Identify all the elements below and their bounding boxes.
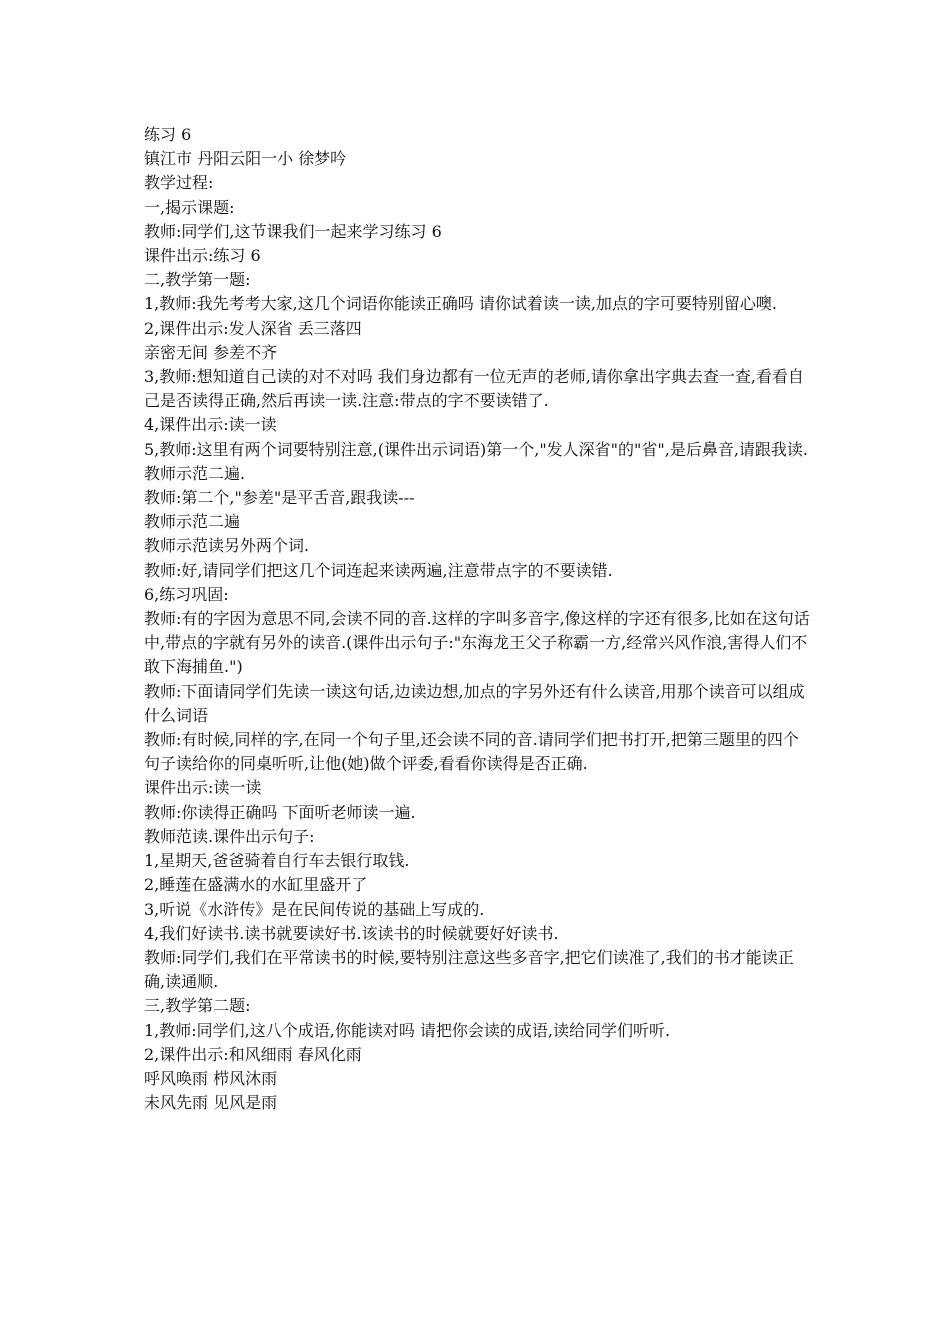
- paragraph: 1,教师:同学们,这八个成语,你能读对吗 请把你会读的成语,读给同学们听听.: [144, 1020, 671, 1040]
- paragraph: 呼风唤雨 栉风沐雨: [144, 1068, 278, 1088]
- document-body: [144, 123, 812, 1115]
- paragraph: 未风先雨 见风是雨: [144, 1093, 278, 1113]
- paragraph: 教师:有时候,同样的字,在同一个句子里,还会读不同的音.请同学们把书打开,把第三题里的四个句子读给你的同桌听听,让他(她)做个评委,看看你读得是否正确.: [144, 730, 799, 774]
- doc-title: 练习 6: [144, 125, 192, 144]
- section-heading: 三,教学第二题:: [144, 996, 251, 1016]
- list-item: 1,星期天,爸爸骑着自行车去银行取钱.: [144, 851, 410, 871]
- paragraph: 教师范读.课件出示句子:: [144, 826, 315, 846]
- paragraph: 教师:你读得正确吗 下面听老师读一遍.: [144, 802, 416, 822]
- paragraph: 教师:有的字因为意思不同,会读不同的音.这样的字叫多音字,像这样的字还有很多,比如在这句话中,带点的字就有另外的读音.(课件出示句子:"东海龙王父子称霸一方,经常兴风作浪,害得人们不敢下海捕鱼."): [144, 609, 810, 677]
- paragraph: 4,课件出示:读一读: [144, 415, 277, 435]
- paragraph: 教师:同学们,我们在平常读书的时候,要特别注意这些多音字,把它们读准了,我们的书才能读正确,读通顺.: [144, 947, 794, 992]
- paragraph: 教师示范二遍: [144, 512, 241, 532]
- paragraph: 教师示范二遍.: [144, 463, 246, 483]
- paragraph: 5,教师:这里有两个词要特别注意,(课件出示词语)第一个,"发人深省"的"省",是后鼻音,请跟我读.: [144, 439, 809, 459]
- doc-author: 镇江市 丹阳云阳一小 徐梦吟: [144, 149, 347, 169]
- paragraph: 亲密无间 参差不齐: [144, 342, 278, 362]
- paragraph: 教师:第二个,"参差"是平舌音,跟我读---: [144, 488, 415, 508]
- paragraph: 2,课件出示:和风细雨 春风化雨: [144, 1044, 362, 1064]
- paragraph: 课件出示:练习 6: [144, 246, 261, 266]
- paragraph: 教师:好,请同学们把这几个词连起来读两遍,注意带点字的不要读错.: [144, 560, 613, 580]
- paragraph: 教师:下面请同学们先读一读这句话,边读边想,加点的字另外还有什么读音,用那个读音可以组成什么词语: [144, 681, 805, 725]
- section-heading: 教学过程:: [144, 173, 214, 193]
- section-heading: 6,练习巩固:: [144, 584, 229, 604]
- list-item: 3,听说《水浒传》是在民间传说的基础上写成的.: [144, 899, 485, 919]
- paragraph: 3,教师:想知道自己读的对不对吗 我们身边都有一位无声的老师,请你拿出字典去查一查,看看自己是否读得正确,然后再读一读.注意:带点的字不要读错了.: [144, 367, 804, 411]
- section-heading: 二,教学第一题:: [144, 270, 251, 290]
- paragraph: 教师:同学们,这节课我们一起来学习练习 6: [144, 221, 442, 241]
- list-item: 2,睡莲在盛满水的水缸里盛开了: [144, 875, 368, 895]
- paragraph: 2,课件出示:发人深省 丢三落四: [144, 318, 362, 338]
- paragraph: 1,教师:我先考考大家,这几个词语你能读正确吗 请你试着读一读,加点的字可要特别留心噢.: [144, 294, 778, 314]
- paragraph: 教师示范读另外两个词.: [144, 536, 310, 556]
- list-item: 4,我们好读书.读书就要读好书.该读书的时候就要好好读书.: [144, 923, 559, 943]
- section-heading: 一,揭示课题:: [144, 197, 235, 217]
- paragraph: 课件出示:读一读: [144, 778, 262, 798]
